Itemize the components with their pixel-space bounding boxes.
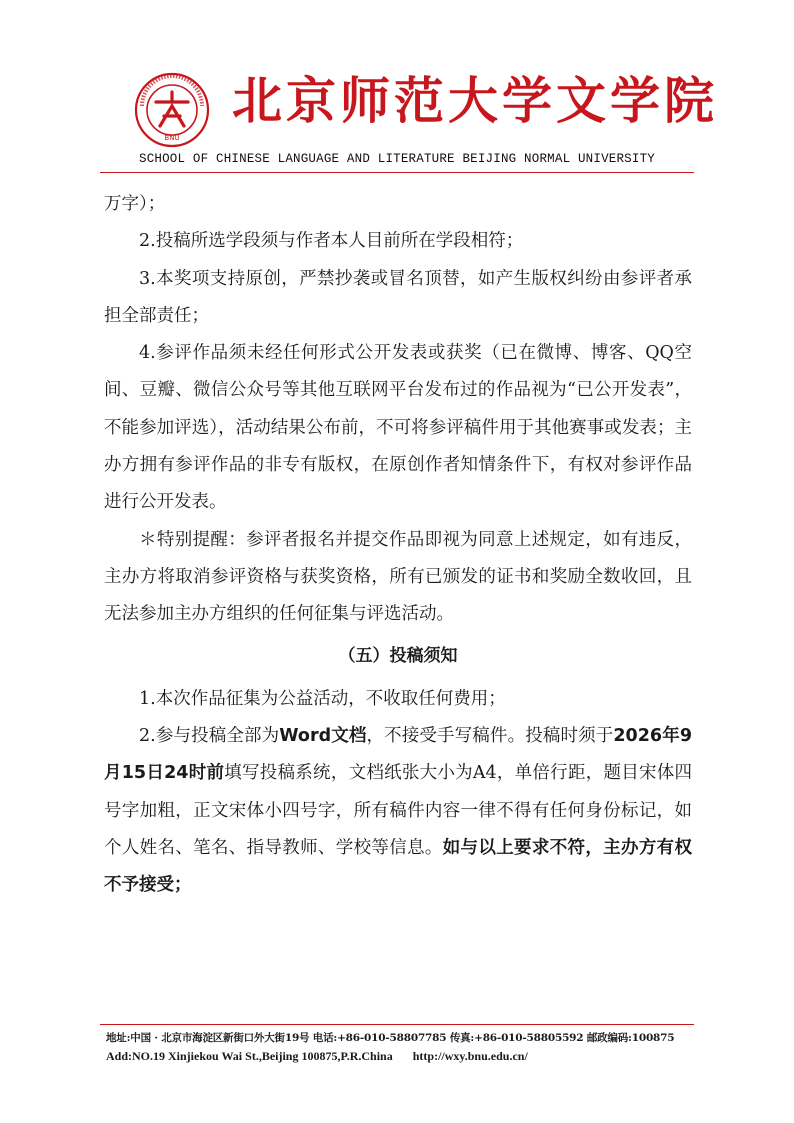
text-segment: 2.参与投稿全部为 [139, 726, 280, 747]
paragraph-rule-2: 2.投稿所选学段须与作者本人目前所在学段相符； [139, 231, 524, 252]
document-body [104, 186, 692, 905]
header-divider [100, 172, 694, 173]
school-name-en: SCHOOL OF CHINESE LANGUAGE AND LITERATURE BEIJING NORMAL UNIVERSITY [139, 152, 655, 166]
footer-contact-cn: 地址:中国 · 北京市海淀区新街口外大街19号 电话:+86-010-58807785 传真:+86-010-58805592 邮政编码:100875 [106, 1032, 675, 1044]
bold-word-doc: Word文档 [279, 726, 367, 747]
school-name-cn: 北京师范大学文学院 [232, 71, 718, 130]
footer-address-en: Add:NO.19 Xinjiekou Wai St.,Beijing 100875,P.R.China [106, 1049, 393, 1063]
svg-text:BNU: BNU [164, 134, 180, 142]
section-title-submission-notes: （五）投稿须知 [338, 645, 458, 666]
paragraph-rule-4: 4.参评作品须未经任何形式公开发表或获奖（已在微博、博客、QQ空间、豆瓣、微信公众号等其他互联网平台发布过的作品视为“已公开发表”，不能参加评选），活动结果公布前，不可将参评稿件用于其他赛事或发表；主办方拥有参评作品的非专有版权，在原创作者知情条件下，有权对参评作品进行公开发表。 [104, 343, 692, 513]
footer-website-link[interactable]: http://wxy.bnu.edu.cn/ [412, 1049, 528, 1063]
paragraph-rule-3: 3.本奖项支持原创，严禁抄袭或冒名顶替，如产生版权纠纷由参评者承担全部责任； [104, 268, 692, 326]
paragraph-continuation: 万字）； [104, 194, 166, 214]
letterhead [0, 0, 794, 180]
paragraph-notice-2 [104, 718, 692, 904]
bold-rejection-notice: 如与以上要求不符，主办方有权不予接受； [104, 838, 692, 896]
footer-divider [100, 1024, 694, 1025]
text-segment: ，不接受手写稿件。投稿时须于 [366, 726, 614, 747]
paragraph-special-reminder: ＊特别提醒：参评者报名并提交作品即视为同意上述规定，如有违反，主办方将取消参评资格与获奖资格，所有已颁发的证书和奖励全数收回，且无法参加主办方组织的任何征集与评选活动。 [104, 529, 692, 625]
text-segment: 填写投稿系统，文档纸张大小为A4，单倍行距，题目宋体四号字加粗，正文宋体小四号字，所有稿件内容一律不得有任何身份标记，如个人姓名、笔名、指导教师、学校等信息。 [104, 763, 692, 859]
footer-contact-en [106, 1049, 696, 1064]
school-seal-logo [134, 72, 210, 148]
bold-deadline: 2026年9月15日24时前 [104, 726, 693, 784]
paragraph-notice-1: 1.本次作品征集为公益活动，不收取任何费用； [139, 688, 506, 709]
